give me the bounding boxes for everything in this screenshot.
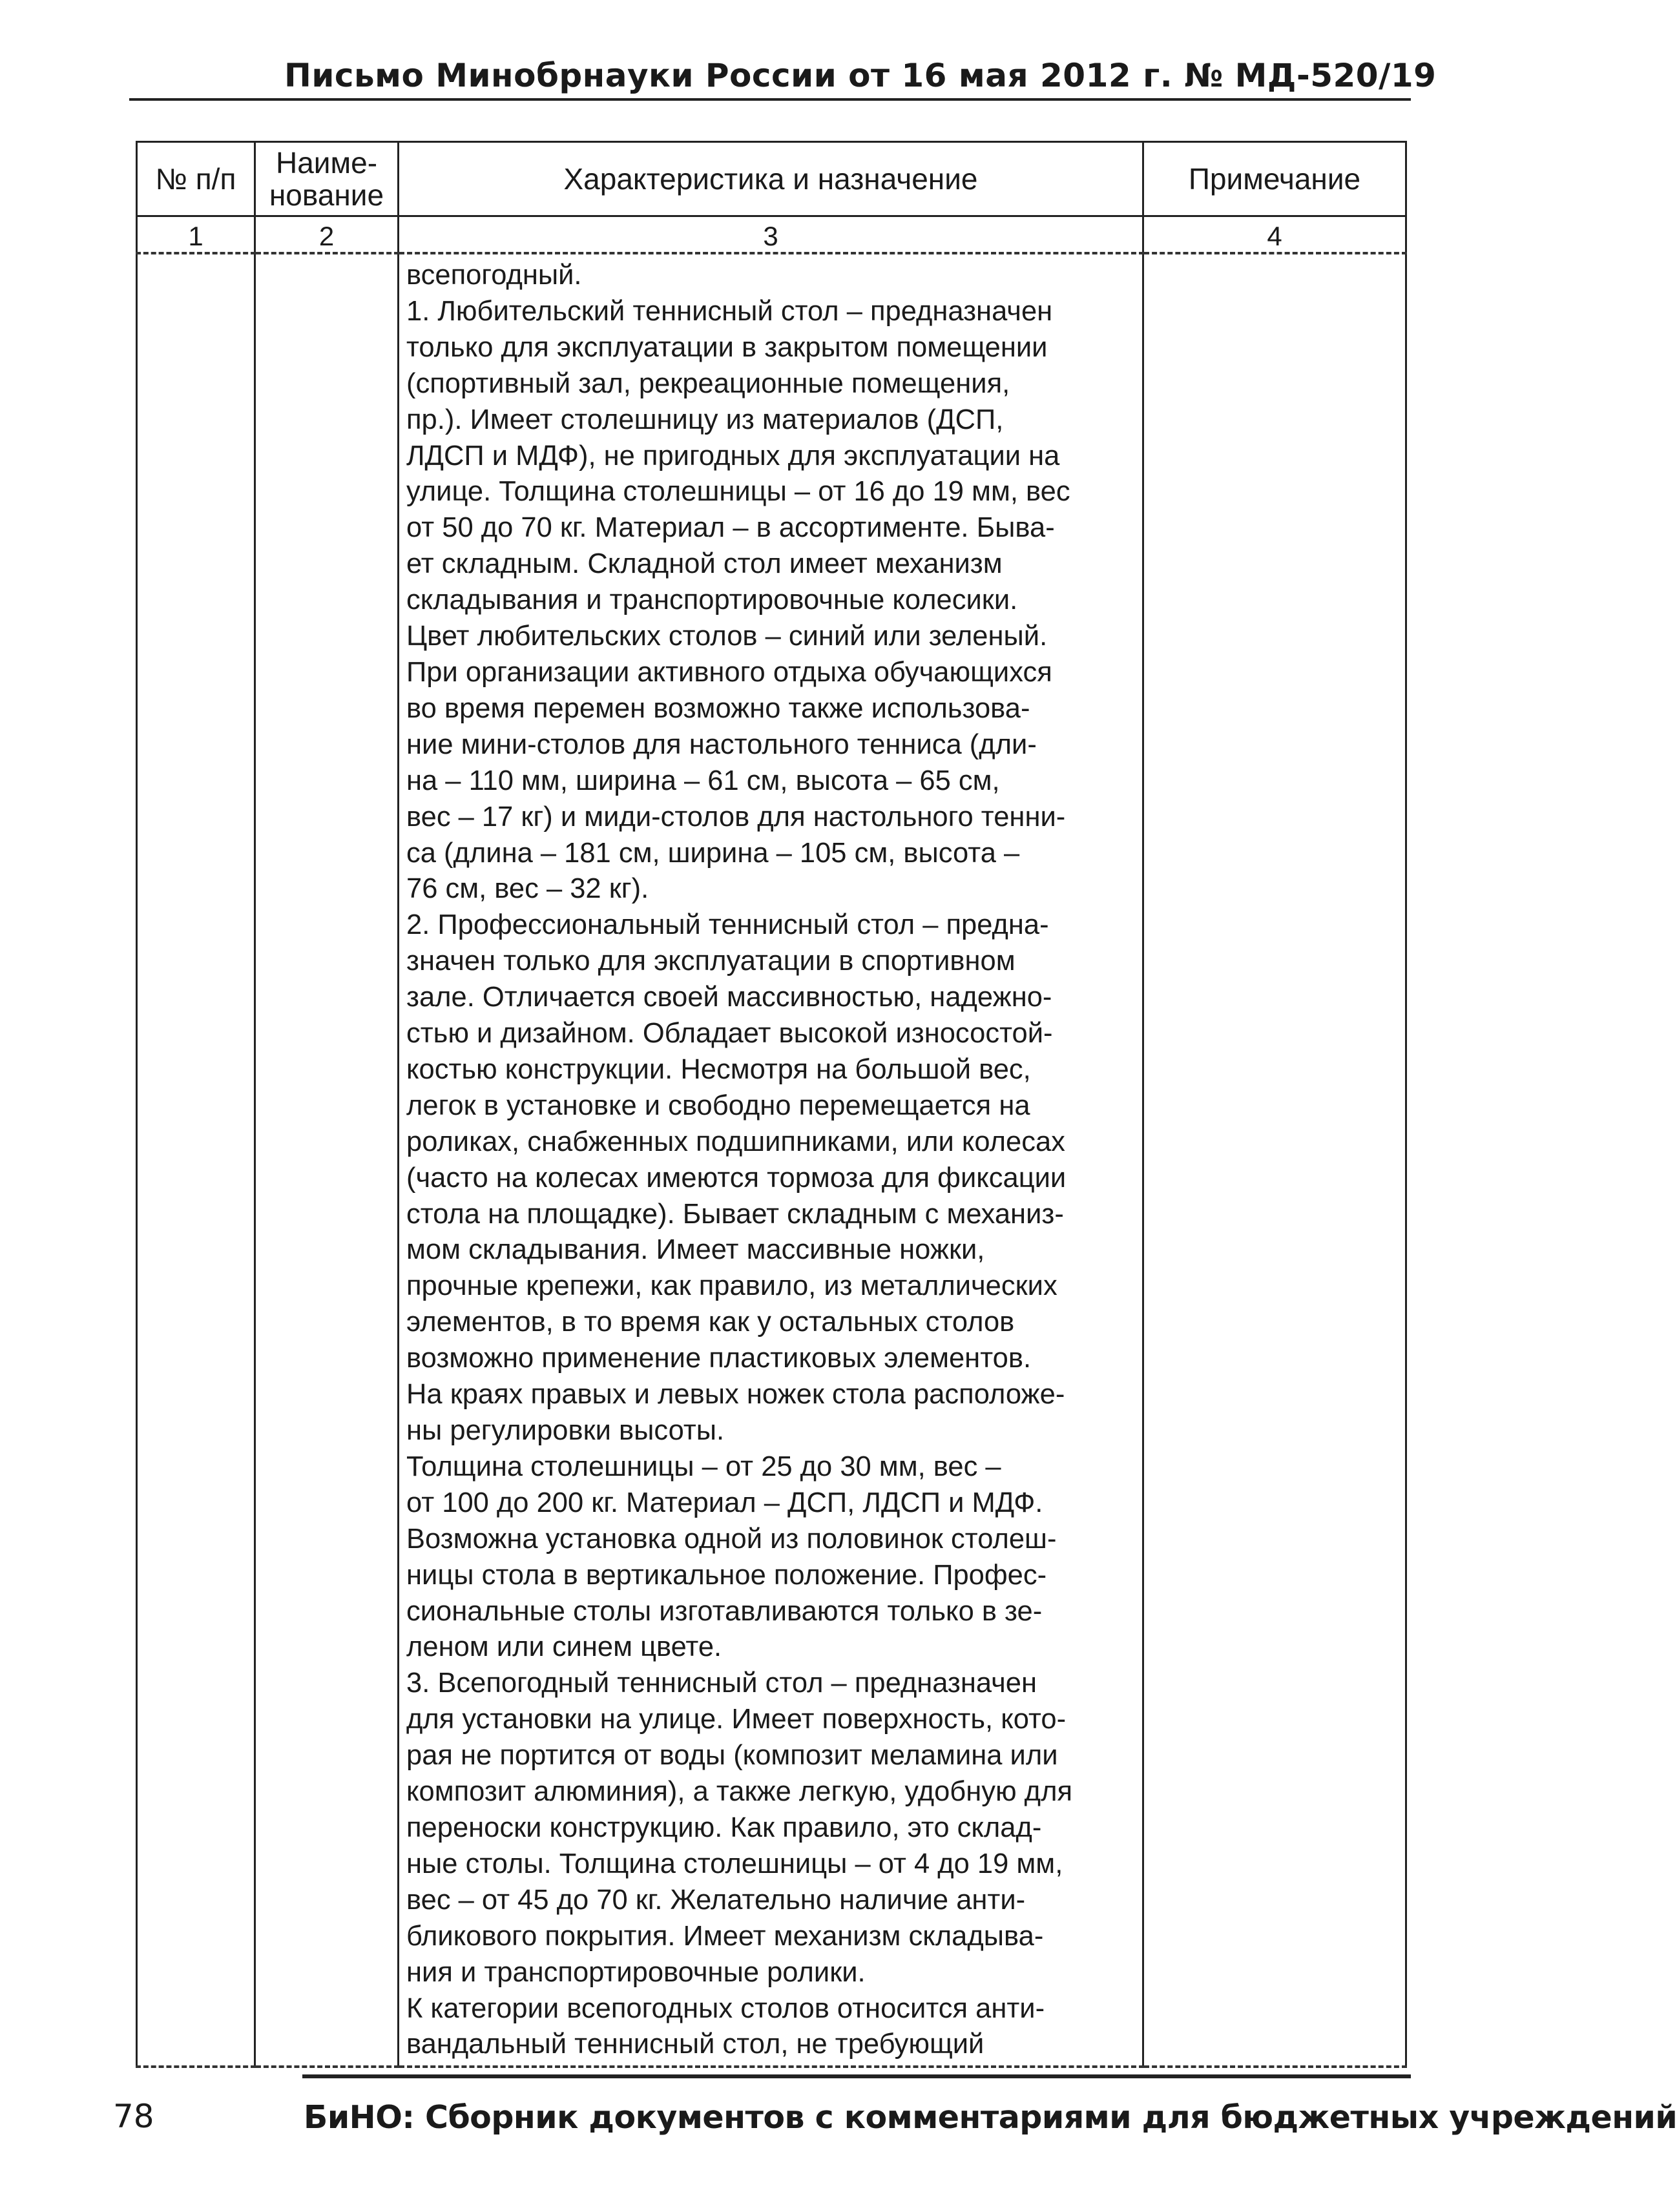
column-number-row [137,216,1406,254]
table-header-row [137,142,1406,216]
description-line: леном или синем цвете. [406,1631,722,1663]
column-number-1: 1 [137,216,255,254]
header-divider [129,98,1411,101]
column-number-3: 3 [399,216,1143,254]
description-line: вес – от 45 до 70 кг. Желательно наличие анти- [406,1884,1026,1916]
description-line: значен только для эксплуатации в спортивном [406,946,1016,977]
description-line: возможно применение пластиковых элементов. [406,1343,1032,1374]
column-header-name: Наиме- нование [255,142,399,216]
description-line: 76 см, вес – 32 кг). [406,873,649,905]
description-line: 3. Всепогодный теннисный стол – предназначен [406,1668,1037,1699]
description-line: Возможна установка одной из половинок столеш- [406,1523,1057,1555]
description-line: рая не портится от воды (композит меламина или [406,1740,1058,1772]
description-line: складывания и транспортировочные колесики. [406,584,1018,616]
page-header-title: Письмо Минобрнауки России от 16 мая 2012 г. № МД-520/19 [284,57,1437,94]
description-line: 1. Любительский теннисный стол – предназначен [406,295,1053,327]
description-line: легок в установке и свободно перемещается на [406,1090,1030,1121]
description-line: композит алюминия), а также легкую, удобную для [406,1776,1073,1808]
description-line: бликового покрытия. Имеет механизм складыва- [406,1920,1044,1952]
column-header-description: Характеристика и назначение [399,142,1143,216]
description-line: мом складывания. Имеет массивные ножки, [406,1234,985,1266]
description-line: ЛДСП и МДФ), не пригодных для эксплуатации на [406,440,1060,471]
description-line: При организации активного отдыха обучающихся [406,656,1052,688]
document-table [136,141,1407,2068]
description-line: переноски конструкцию. Как правило, это склад- [406,1812,1042,1843]
description-line: зале. Отличается своей массивностью, надежно- [406,982,1052,1013]
description-line: стью и дизайном. Обладает высокой износостой- [406,1018,1053,1049]
description-line: ет складным. Складной стол имеет механизм [406,548,1003,580]
column-header-number: № п/п [137,142,255,216]
description-line: К категории всепогодных столов относится анти- [406,1992,1045,2024]
cell-note [1143,253,1406,2067]
footer-publication-title: БиНО: Сборник документов с комментариями для бюджетных учреждений [304,2099,1677,2136]
description-line: прочные крепежи, как правило, из металлических [406,1270,1057,1302]
description-line: улице. Толщина столешницы – от 16 до 19 мм, вес [406,476,1070,508]
description-line: на – 110 мм, ширина – 61 см, высота – 65 см, [406,765,1000,796]
description-line: элементов, в то время как у остальных столов [406,1307,1015,1338]
cell-name [255,253,399,2067]
description-line: ны регулировки высоты. [406,1415,725,1446]
description-line: Толщина столешницы – от 25 до 30 мм, вес – [406,1451,1001,1482]
column-header-note: Примечание [1143,142,1406,216]
description-line: от 50 до 70 кг. Материал – в ассортименте. Быва- [406,512,1055,544]
description-line: всепогодный. [406,260,582,291]
description-line: На краях правых и левых ножек стола расположе- [406,1379,1065,1411]
cell-description [399,253,1143,2067]
description-line: вандальный теннисный стол, не требующий [406,2029,984,2060]
description-line: са (длина – 181 см, ширина – 105 см, высота – [406,837,1020,869]
description-line: во время перемен возможно также использова- [406,692,1030,724]
description-line: (спортивный зал, рекреационные помещения, [406,367,1010,399]
description-line: (часто на колесах имеются тормоза для фиксации [406,1162,1067,1194]
description-line: ния и транспортировочные ролики. [406,1956,866,1988]
description-line: ницы стола в вертикальное положение. Профес- [406,1559,1047,1591]
description-line: от 100 до 200 кг. Материал – ДСП, ЛДСП и МДФ. [406,1487,1043,1518]
description-line: 2. Профессиональный теннисный стол – предна- [406,909,1049,941]
description-line: сиональные столы изготавливаются только в зе- [406,1595,1043,1627]
page-number: 78 [113,2098,154,2135]
description-line: вес – 17 кг) и миди-столов для настольного тенни- [406,801,1066,832]
description-line: роликах, снабженных подшипниками, или колесах [406,1126,1065,1157]
footer-divider [302,2074,1411,2078]
column-number-4: 4 [1143,216,1406,254]
description-line: пр.). Имеет столешницу из материалов (ДСП, [406,404,1004,435]
description-line: ные столы. Толщина столешницы – от 4 до 19 мм, [406,1848,1063,1879]
cell-number [137,253,255,2067]
description-line: стола на площадке). Бывает складным с механиз- [406,1198,1064,1230]
description-line: для установки на улице. Имеет поверхность, кото- [406,1704,1067,1735]
description-line: костью конструкции. Несмотря на большой вес, [406,1053,1031,1085]
description-line: Цвет любительских столов – синий или зеленый. [406,621,1048,652]
table-row [137,253,1406,2067]
description-line: ние мини-столов для настольного тенниса (дли- [406,729,1037,760]
description-text [400,255,1141,2063]
description-line: только для эксплуатации в закрытом помещении [406,331,1048,363]
column-number-2: 2 [255,216,399,254]
